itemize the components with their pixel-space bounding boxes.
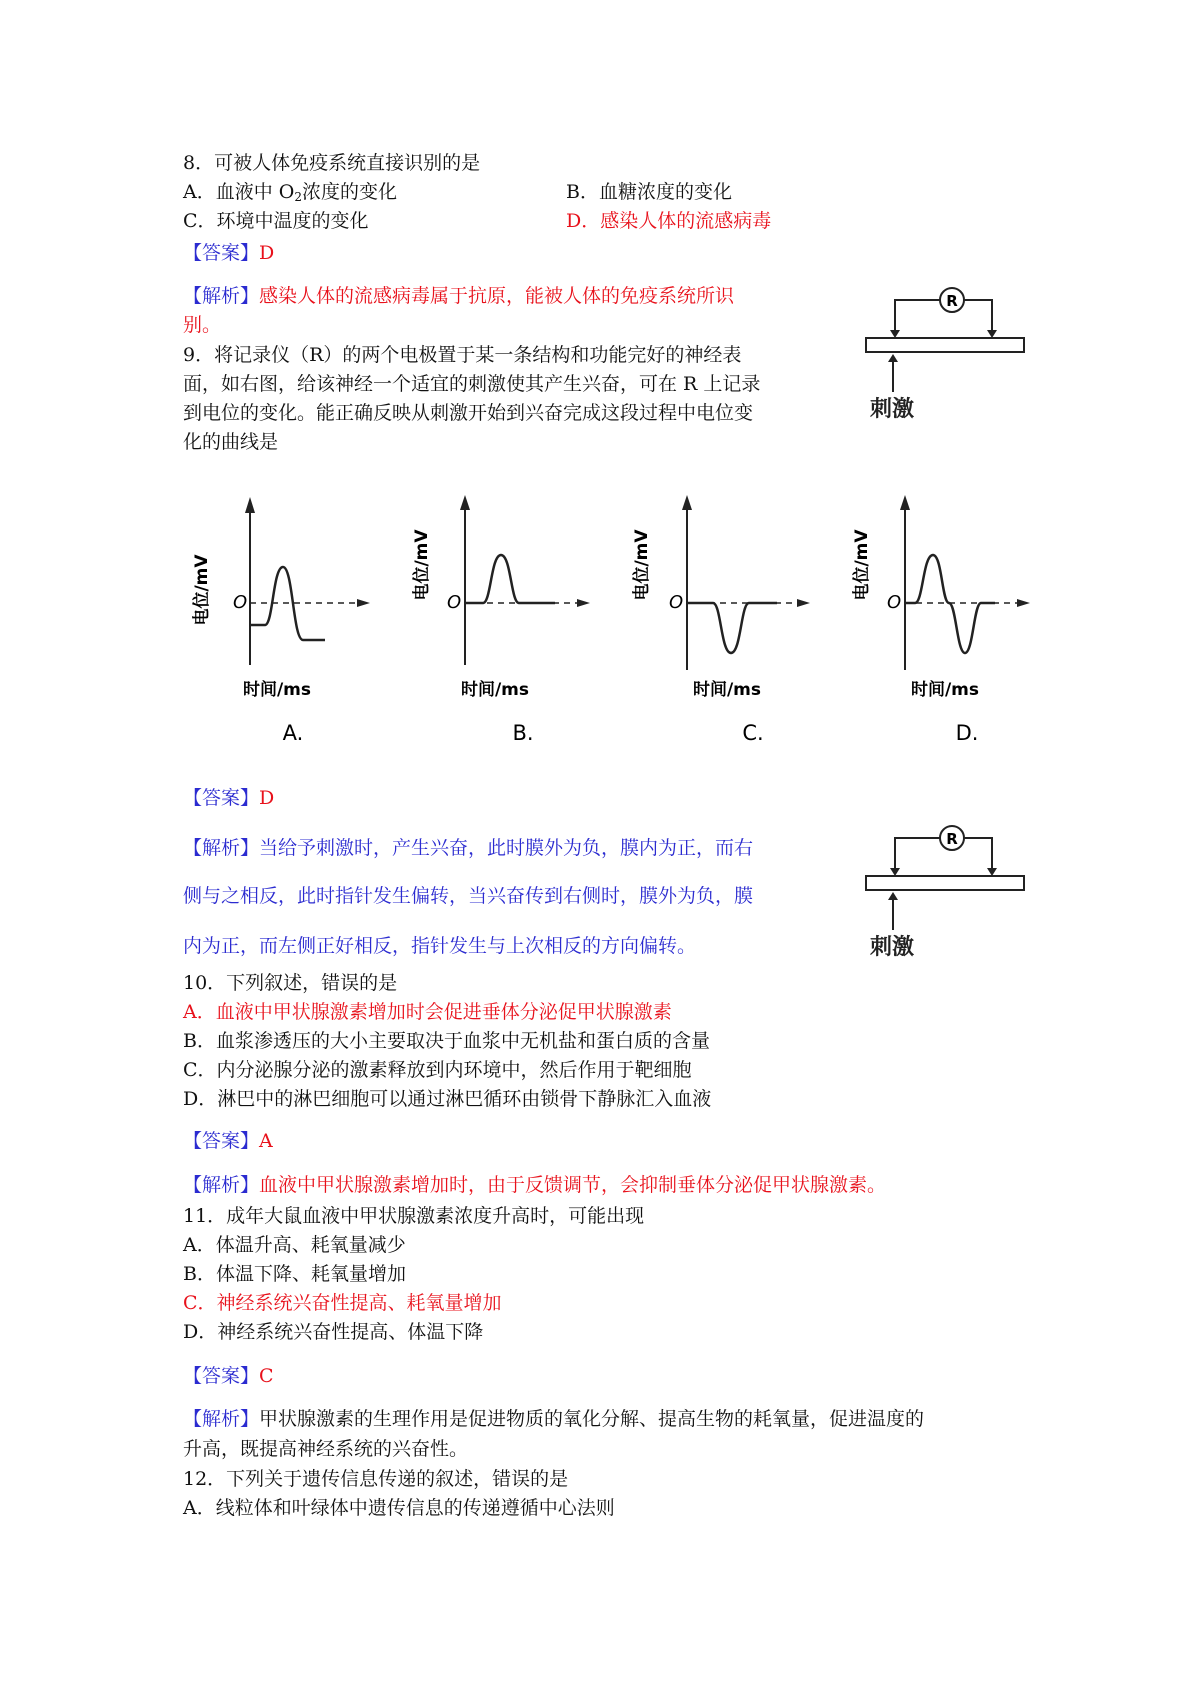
graph-option-c (625, 495, 815, 755)
q11-answer: 【答案】C (183, 1365, 274, 1387)
q8-stem: 8．可被人体免疫系统直接识别的是 (183, 152, 481, 174)
option-label: A. (282, 721, 304, 745)
q9-answer: 【答案】D (183, 787, 275, 809)
option-label: D. (955, 721, 979, 745)
origin-label: O (233, 592, 248, 613)
q11-analysis-cont: 升高，既提高神经系统的兴奋性。 (183, 1438, 469, 1460)
q10-option-c: C．内分泌腺分泌的激素释放到内环境中，然后作用于靶细胞 (183, 1059, 692, 1081)
q11-option-c: C．神经系统兴奋性提高、耗氧量增加 (183, 1292, 502, 1314)
nerve-recording-figure-2 (860, 818, 1030, 968)
q9-analysis: 【解析】当给予刺激时，产生兴奋，此时膜外为负，膜内为正，而右 (183, 837, 754, 859)
q9-analysis-cont-1: 侧与之相反，此时指针发生偏转，当兴奋传到右侧时，膜外为负，膜 (183, 885, 754, 907)
origin-label: O (887, 592, 902, 613)
meter-label: R (946, 830, 958, 848)
graph-option-d (845, 495, 1035, 755)
option-label: C. (742, 721, 764, 745)
origin-label: O (669, 592, 684, 613)
q10-option-a: A．血液中甲状腺激素增加时会促进垂体分泌促甲状腺激素 (183, 1001, 672, 1023)
x-axis-label: 时间/ms (910, 680, 980, 700)
graph-option-a (185, 495, 375, 755)
stimulus-label: 刺激 (870, 935, 915, 960)
stimulus-label: 刺激 (870, 397, 915, 422)
q9-stem-1: 9．将记录仪（R）的两个电极置于某一条结构和功能完好的神经表 (183, 344, 742, 366)
y-axis-label: 电位/mV (632, 529, 652, 601)
nerve-recording-figure (860, 280, 1030, 430)
q10-analysis: 【解析】血液中甲状腺激素增加时，由于反馈调节，会抑制垂体分泌促甲状腺激素。 (183, 1174, 887, 1196)
q11-option-a: A．体温升高、耗氧量减少 (183, 1234, 406, 1256)
q8-option-c: C．环境中温度的变化 (183, 210, 369, 232)
q8-answer: 【答案】D (183, 242, 275, 264)
q12-option-a: A．线粒体和叶绿体中遗传信息的传递遵循中心法则 (183, 1497, 615, 1519)
q8-option-b: B．血糖浓度的变化 (566, 181, 732, 203)
q10-option-b: B．血浆渗透压的大小主要取决于血浆中无机盐和蛋白质的含量 (183, 1030, 710, 1052)
x-axis-label: 时间/ms (460, 680, 530, 700)
option-label: B. (512, 721, 534, 745)
q9-analysis-cont-2: 内为正，而左侧正好相反，指针发生与上次相反的方向偏转。 (183, 935, 697, 957)
q8-option-a: A．血液中 $O_2$浓度的变化 (183, 181, 397, 204)
graph-option-b (405, 495, 595, 755)
q11-analysis: 【解析】甲状腺激素的生理作用是促进物质的氧化分解、提高生物的耗氧量，促进温度的 (183, 1408, 925, 1430)
q10-answer: 【答案】A (183, 1130, 273, 1152)
q8-analysis: 【解析】感染人体的流感病毒属于抗原，能被人体的免疫系统所识 (183, 285, 735, 307)
q11-stem: 11．成年大鼠血液中甲状腺激素浓度升高时，可能出现 (183, 1205, 645, 1227)
x-axis-label: 时间/ms (242, 680, 312, 700)
q9-stem-3: 到电位的变化。能正确反映从刺激开始到兴奋完成这段过程中电位变 (183, 402, 754, 424)
q11-option-b: B．体温下降、耗氧量增加 (183, 1263, 406, 1285)
meter-label: R (946, 292, 958, 310)
q8-option-d: D．感染人体的流感病毒 (566, 210, 772, 232)
y-axis-label: 电位/mV (412, 529, 432, 601)
x-axis-label: 时间/ms (692, 680, 762, 700)
q8-analysis-cont: 别。 (183, 314, 222, 336)
q11-option-d: D．神经系统兴奋性提高、体温下降 (183, 1321, 484, 1343)
q10-option-d: D．淋巴中的淋巴细胞可以通过淋巴循环由锁骨下静脉汇入血液 (183, 1088, 712, 1110)
q12-stem: 12．下列关于遗传信息传递的叙述，错误的是 (183, 1468, 569, 1490)
q10-stem: 10．下列叙述，错误的是 (183, 972, 398, 994)
q9-stem-4: 化的曲线是 (183, 431, 279, 453)
y-axis-label: 电位/mV (852, 529, 872, 601)
origin-label: O (447, 592, 462, 613)
q9-stem-2: 面，如右图，给该神经一个适宜的刺激使其产生兴奋，可在 R 上记录 (183, 373, 761, 395)
y-axis-label: 电位/mV (192, 554, 212, 626)
